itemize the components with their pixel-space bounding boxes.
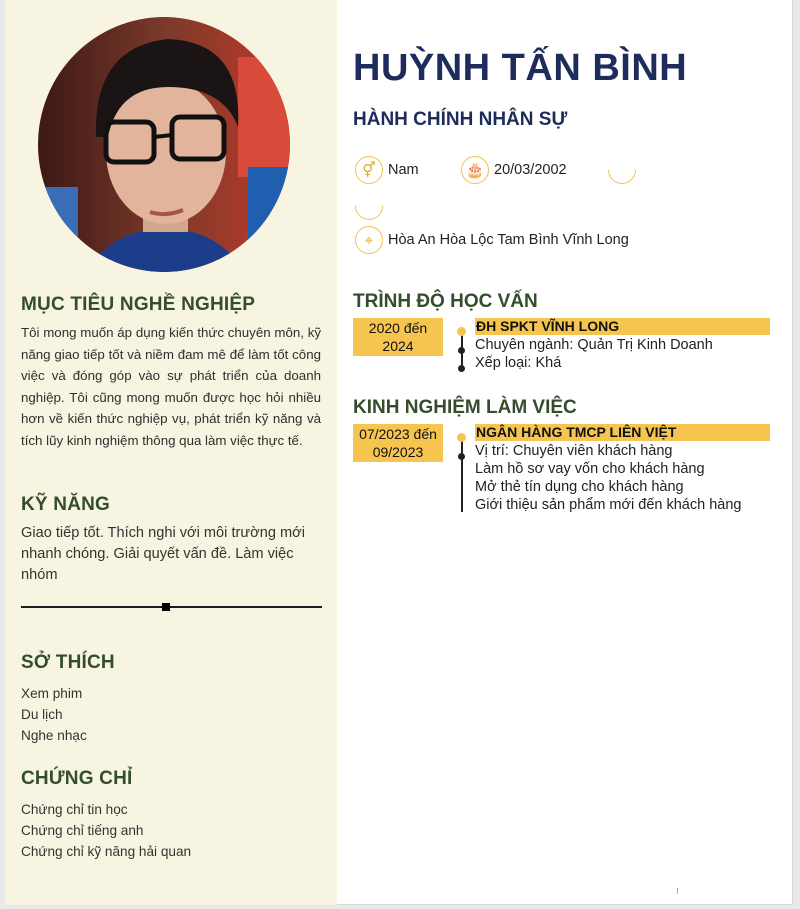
phone-icon bbox=[602, 150, 642, 190]
section-divider bbox=[21, 606, 322, 608]
gender-info bbox=[355, 156, 419, 184]
certificates-list bbox=[21, 799, 321, 862]
certificates-heading: CHỨNG CHỈ bbox=[21, 768, 133, 789]
timeline-bullet bbox=[458, 453, 465, 460]
experience-line: Mở thẻ tín dụng cho khách hàng bbox=[475, 479, 684, 495]
timeline-bullet bbox=[458, 347, 465, 354]
address-value: Hòa An Hòa Lộc Tam Bình Vĩnh Long bbox=[388, 232, 629, 248]
birthday-cake-icon: 🎂 bbox=[461, 156, 489, 184]
experience-details bbox=[475, 442, 741, 514]
hobbies-list bbox=[21, 683, 321, 746]
experience-dot bbox=[457, 433, 466, 442]
experience-heading: KINH NGHIỆM LÀM VIỆC bbox=[353, 397, 577, 418]
birthday-value: 20/03/2002 bbox=[494, 162, 567, 178]
experience-line: Làm hồ sơ vay vốn cho khách hàng bbox=[475, 461, 705, 477]
experience-line: Vị trí: Chuyên viên khách hàng bbox=[475, 443, 673, 459]
skills-text: Giao tiếp tốt. Thích nghi với môi trường mới nhanh chóng. Giải quyết vấn đề. Làm việc nhóm bbox=[21, 525, 305, 583]
education-line: Chuyên ngành: Quản Trị Kinh Doanh bbox=[475, 337, 713, 353]
education-date: 2020 đến 2024 bbox=[353, 318, 443, 356]
birthday-info bbox=[461, 156, 567, 184]
certificate-item: Chứng chỉ tin học bbox=[21, 802, 128, 817]
profile-photo bbox=[38, 17, 290, 272]
hobbies-section bbox=[21, 652, 321, 746]
sidebar bbox=[5, 0, 337, 905]
certificates-section bbox=[21, 768, 321, 862]
hobby-item: Nghe nhạc bbox=[21, 728, 87, 743]
job-title: HÀNH CHÍNH NHÂN SỰ bbox=[353, 109, 568, 130]
school-name: ĐH SPKT VĨNH LONG bbox=[475, 318, 770, 335]
divider-marker bbox=[162, 603, 170, 611]
gender-icon: ⚥ bbox=[355, 156, 383, 184]
hobbies-heading: SỞ THÍCH bbox=[21, 652, 115, 673]
education-line: Xếp loại: Khá bbox=[475, 355, 562, 371]
certificate-item: Chứng chỉ kỹ năng hải quan bbox=[21, 844, 192, 859]
experience-date: 07/2023 đến 09/2023 bbox=[353, 424, 443, 462]
skills-heading: KỸ NĂNG bbox=[21, 494, 111, 515]
email-icon bbox=[349, 186, 389, 226]
experience-line: Giới thiệu sản phẩm mới đến khách hàng bbox=[475, 497, 742, 513]
certificate-item: Chứng chỉ tiếng anh bbox=[21, 823, 144, 838]
skills-section bbox=[21, 494, 321, 586]
candidate-name: HUỲNH TẤN BÌNH bbox=[353, 47, 688, 89]
address-info bbox=[355, 226, 629, 254]
objective-text: Tôi mong muốn áp dụng kiến thức chuyên môn, kỹ năng giao tiếp tốt và niềm đam mê để làm tốt công việc và đóng góp vào sự phát triển của doanh nghiệp. Tôi cũng mong muốn được học hỏi nhiều hơn về kiến thức nghiệp vụ, phát triển kỹ năng và tích lũy kinh nghiệm thông qua làm việc thực tế. bbox=[21, 325, 321, 448]
gender-value: Nam bbox=[388, 162, 419, 178]
location-icon: ⌖ bbox=[355, 226, 383, 254]
hobby-item: Xem phim bbox=[21, 686, 83, 701]
education-dot bbox=[457, 327, 466, 336]
company-name: NGÂN HÀNG TMCP LIÊN VIỆT bbox=[475, 424, 770, 441]
timeline-bullet bbox=[458, 365, 465, 372]
cv-page bbox=[5, 0, 793, 905]
education-details bbox=[475, 336, 713, 372]
experience-timeline bbox=[461, 436, 463, 512]
page-marker bbox=[677, 888, 678, 894]
objective-heading: MỤC TIÊU NGHỀ NGHIỆP bbox=[21, 294, 256, 315]
objective-section bbox=[21, 294, 321, 451]
hobby-item: Du lịch bbox=[21, 707, 63, 722]
education-heading: TRÌNH ĐỘ HỌC VẤN bbox=[353, 291, 538, 312]
